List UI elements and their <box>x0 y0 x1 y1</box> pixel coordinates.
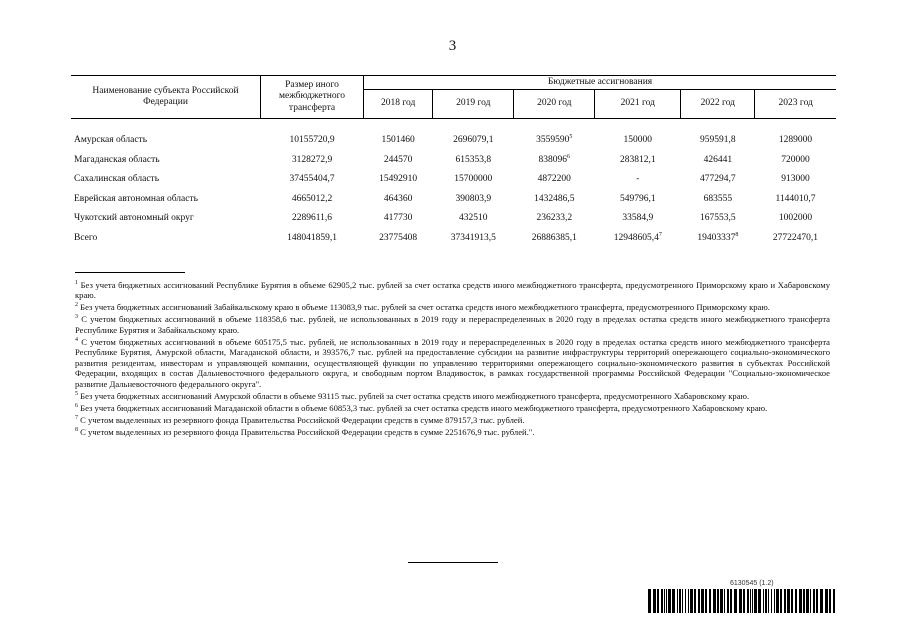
column-header-year: 2023 год <box>755 90 836 119</box>
footnote <box>75 337 830 389</box>
allocation-value: 4872200 <box>537 174 571 185</box>
column-header-subject: Наименование субъекта Российской Федерации <box>71 76 261 119</box>
column-header-year: 2018 год <box>364 90 433 119</box>
bottom-separator <box>408 562 498 563</box>
allocation-cell <box>681 209 755 229</box>
allocation-value: - <box>636 174 640 185</box>
subject-name-cell: Магаданская область <box>74 154 160 165</box>
allocation-value: 15492910 <box>379 174 418 185</box>
footnote-number: 7 <box>75 414 78 421</box>
table-row <box>71 170 836 190</box>
allocation-cell <box>755 190 836 210</box>
allocation-value: 683555 <box>703 193 733 204</box>
allocation-value: 33584,9 <box>622 213 654 224</box>
allocation-cell <box>681 190 755 210</box>
allocation-value: 720000 <box>781 154 810 165</box>
allocation-cell <box>433 229 514 249</box>
allocation-value: 549796,1 <box>619 193 656 204</box>
subject-name-cell: Сахалинская область <box>74 174 160 185</box>
subject-name-cell: Чукотский автономный округ <box>74 213 194 224</box>
allocation-value: 1501460 <box>381 135 415 146</box>
footnote-text: С учетом выделенных из резервного фонда Правительства Российской Федерации средств в сумме 2251676,9 тыс. рублей.". <box>78 426 535 437</box>
allocation-value: 2696079,1 <box>453 135 494 146</box>
allocation-cell <box>433 119 514 151</box>
allocation-cell <box>364 229 433 249</box>
footnote-text: Без учета бюджетных ассигнований Республике Бурятия в объеме 62905,2 тыс. рублей за счет остатка средств иного межбюджетного трансферта, предусмотренного Приморскому краю и Хабаровскому краю. <box>75 280 830 301</box>
footnote-text: Без учета бюджетных ассигнований Забайкальскому краю в объеме 113083,9 тыс. рублей за счет остатка средств иного межбюджетного трансферта, предусмотренного Приморскому краю. <box>78 302 770 313</box>
transfer-cell: 10155720,9 <box>289 135 335 146</box>
allocation-value: 244570 <box>383 154 413 165</box>
allocation-value: 23775408 <box>379 232 418 243</box>
table-row <box>71 119 836 151</box>
column-header-budget: Бюджетные ассигнования <box>364 76 837 90</box>
allocation-value: 27722470,1 <box>772 232 819 243</box>
allocation-cell <box>364 190 433 210</box>
footnote-number: 6 <box>75 402 78 409</box>
barcode-icon <box>648 589 838 613</box>
column-header-year: 2020 год <box>514 90 595 119</box>
allocation-cell <box>364 151 433 171</box>
allocation-cell <box>514 119 595 151</box>
allocation-cell <box>514 151 595 171</box>
allocation-cell <box>433 151 514 171</box>
footnote-text: С учетом бюджетных ассигнований в объеме 605175,5 тыс. рублей, не использованных в 2019 году и перераспределенных в 2020 году в пределах остатка средств иного межбюджетного трансферта Республике Бурятия, Амурской области, Магаданской области, и 393576,7 тыс. рублей на предоставление субсидии на развитие инфраструктуры территорий опережающего социально-экономического развития резидентам, инвесторам и управляющей компании, осуществляющей функции по управлению территориями опережающего социально-экономического развития в субъектах Российской Федерации, входящих в состав Дальневосточного федерального округа, и свободным портом Владивосток, в рамках государственной программы Российской Федерации "Социально-экономическое развитие Дальневосточного федерального округа". <box>75 336 830 389</box>
allocation-cell <box>681 170 755 190</box>
allocation-value: 1144010,7 <box>775 193 816 204</box>
transfer-cell: 3128272,9 <box>291 154 333 165</box>
allocation-value: 913000 <box>781 174 810 185</box>
column-header-year: 2022 год <box>681 90 755 119</box>
footnote <box>75 427 830 437</box>
allocation-value: 19403337 <box>697 232 736 243</box>
transfer-cell: 4665012,2 <box>291 193 333 204</box>
allocation-cell <box>595 209 681 229</box>
allocation-value: 1289000 <box>778 135 813 146</box>
allocation-value: 236233,2 <box>536 213 573 224</box>
footnote-text: С учетом бюджетных ассигнований в объеме 118358,6 тыс. рублей, не использованных в 2019 году и перераспределенных в 2020 году в пределах остатка средств иного межбюджетного трансферта Республике Бурятия и Забайкальскому краю. <box>75 314 830 335</box>
footnote <box>75 280 830 301</box>
footnote-separator <box>75 272 185 273</box>
footnote <box>75 314 830 335</box>
allocation-value: 959591,8 <box>700 135 736 146</box>
allocation-cell <box>755 170 836 190</box>
page-number: 3 <box>448 38 457 54</box>
footnote-number: 3 <box>75 314 78 321</box>
allocation-value: 26886385,1 <box>531 232 577 243</box>
transfer-cell: 37455404,7 <box>289 174 335 185</box>
allocation-cell <box>514 190 595 210</box>
allocation-value: 3559590 <box>536 135 570 146</box>
allocation-cell <box>514 209 595 229</box>
allocation-value: 167553,5 <box>700 213 736 224</box>
allocation-cell <box>755 119 836 151</box>
allocation-value: 432510 <box>459 213 488 224</box>
column-header-transfer: Размер иного межбюджетного трансферта <box>261 76 364 119</box>
subject-name-cell: Еврейская автономная область <box>74 193 198 204</box>
allocation-value: 150000 <box>623 135 653 146</box>
allocation-value: 15700000 <box>454 174 493 185</box>
footnote-text: Без учета бюджетных ассигнований Магаданской области в объеме 60853,3 тыс. рублей за счет остатка средств иного межбюджетного трансферта, предусмотренного Хабаровскому краю. <box>78 402 768 413</box>
table-row <box>71 229 836 249</box>
footnote-number: 1 <box>75 280 78 287</box>
footnote-number: 5 <box>75 390 78 397</box>
footnote-marker: 8 <box>735 231 739 238</box>
allocation-cell <box>514 229 595 249</box>
footnote-marker: 7 <box>658 231 662 238</box>
footnote <box>75 302 830 312</box>
footnote-number: 4 <box>75 337 78 344</box>
allocation-cell <box>364 209 433 229</box>
footnote-text: Без учета бюджетных ассигнований Амурской области в объеме 93115 тыс. рублей за счет остатка средств иного межбюджетного трансферта, предусмотренного Хабаровскому краю. <box>78 390 750 401</box>
allocation-cell <box>755 209 836 229</box>
allocation-cell <box>595 229 681 249</box>
allocation-cell <box>755 151 836 171</box>
allocation-cell <box>433 170 514 190</box>
allocation-cell <box>433 209 514 229</box>
allocation-value: 390803,9 <box>455 193 492 204</box>
allocation-cell <box>681 151 755 171</box>
table-row <box>71 209 836 229</box>
footnote <box>75 415 830 425</box>
footnote-number: 2 <box>75 302 78 309</box>
column-header-year: 2019 год <box>433 90 514 119</box>
allocation-cell <box>681 119 755 151</box>
allocation-value: 283812,1 <box>619 154 656 165</box>
allocation-value: 1432486,5 <box>534 193 575 204</box>
allocation-cell <box>595 151 681 171</box>
footnote-number: 8 <box>75 426 78 433</box>
allocation-cell <box>514 170 595 190</box>
transfer-cell: 148041859,1 <box>287 232 337 243</box>
allocation-cell <box>595 119 681 151</box>
table-row <box>71 190 836 210</box>
allocation-cell <box>681 229 755 249</box>
footnote-marker: 6 <box>567 153 571 160</box>
allocation-value: 464360 <box>383 193 413 204</box>
allocation-value: 1002000 <box>778 213 813 224</box>
allocation-cell <box>433 190 514 210</box>
subject-name-cell: Амурская область <box>74 135 148 146</box>
allocation-value: 37341913,5 <box>450 232 496 243</box>
column-header-year: 2021 год <box>595 90 681 119</box>
allocation-value: 426441 <box>703 154 733 165</box>
document-code: 6130545 (1.2) <box>730 580 774 587</box>
allocation-value: 12948605,4 <box>613 232 659 243</box>
footnotes <box>75 280 830 439</box>
allocation-cell <box>364 119 433 151</box>
footnote-text: С учетом выделенных из резервного фонда Правительства Российской Федерации средств в сумме 879157,3 тыс. рублей. <box>78 414 525 425</box>
subject-name-cell: Всего <box>74 232 98 243</box>
table-row <box>71 151 836 171</box>
footnote-marker: 5 <box>569 133 573 140</box>
allocation-value: 417730 <box>383 213 413 224</box>
footnote <box>75 391 830 401</box>
allocation-value: 615353,8 <box>455 154 492 165</box>
budget-allocation-table <box>71 75 836 248</box>
allocation-cell <box>364 170 433 190</box>
transfer-cell: 2289611,6 <box>291 213 333 224</box>
allocation-value: 477294,7 <box>700 174 736 185</box>
allocation-cell <box>595 190 681 210</box>
footnote <box>75 403 830 413</box>
allocation-value: 838096 <box>538 154 568 165</box>
allocation-cell <box>755 229 836 249</box>
allocation-cell <box>595 170 681 190</box>
